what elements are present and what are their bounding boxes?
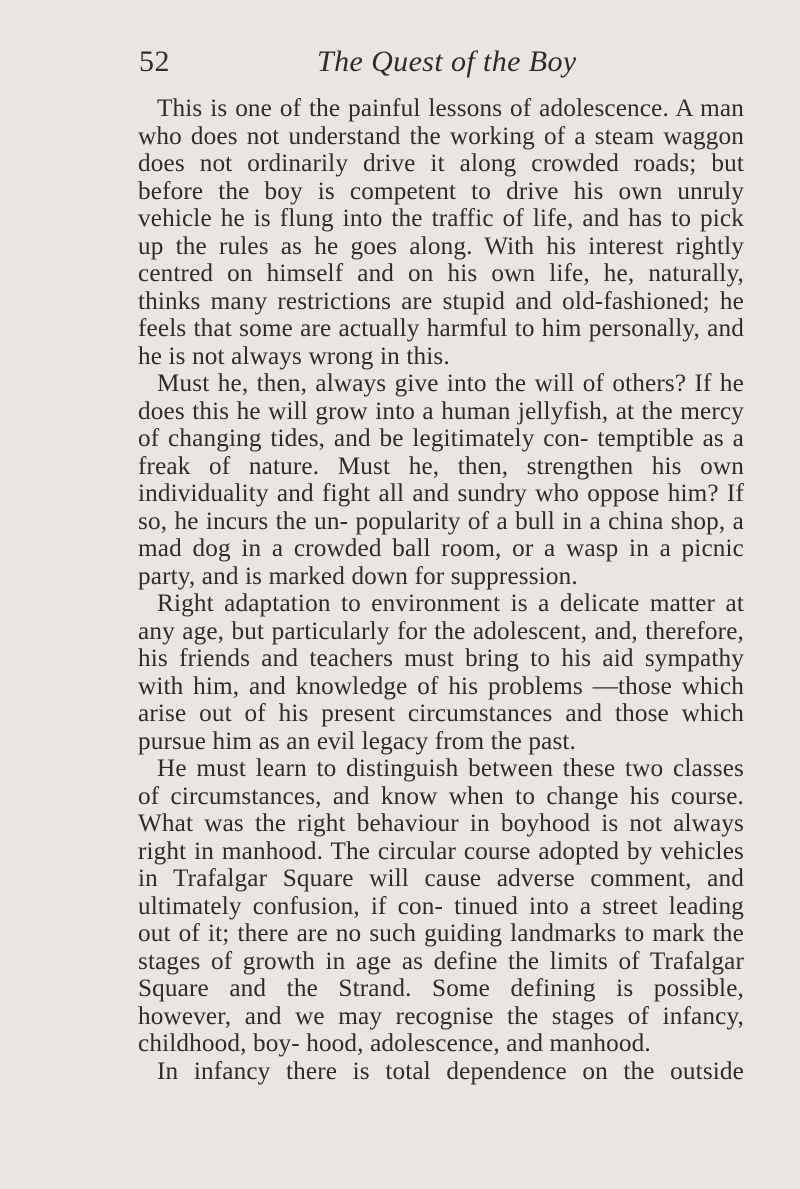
paragraph: Must he, then, always give into the will of others? If he does this he will grow into a human jellyfish, at the mercy of changing tides, and be legitimately con- temptible as a freak of nature. Must he, then, strengthen his own individuality and fight all and sundry who oppose him? If so, he incurs the un- popularity of a bull in a china shop, a mad dog in a crowded ball room, or a wasp in a picnic party, and is marked down for suppression. — [138, 370, 744, 590]
page-header — [139, 42, 743, 86]
body-text — [138, 95, 744, 1085]
paragraph: This is one of the painful lessons of adolescence. A man who does not understand the working of a steam waggon does not ordinarily drive it along crowded roads; but before the boy is competent to drive his own unruly vehicle he is flung into the traffic of life, and has to pick up the rules as he goes along. With his interest rightly centred on himself and on his own life, he, naturally, thinks many restrictions are stupid and old-fashioned; he feels that some are actually harmful to him personally, and he is not always wrong in this. — [138, 95, 744, 370]
running-title: The Quest of the Boy — [317, 45, 577, 78]
paragraph: Right adaptation to environment is a delicate matter at any age, but particularly for the adolescent, and, therefore, his friends and teachers must bring to his aid sympathy with him, and knowledge of his problems —those which arise out of his present circumstances and those which pursue him as an evil legacy from the past. — [138, 590, 744, 755]
paragraph: He must learn to distinguish between these two classes of circumstances, and know when to change his course. What was the right behaviour in boyhood is not always right in manhood. The circular course adopted by vehicles in Trafalgar Square will cause adverse comment, and ultimately confusion, if con- tinued into a street leading out of it; there are no such guiding landmarks to mark the stages of growth in age as define the limits of Trafalgar Square and the Strand. Some defining is possible, however, and we may recognise the stages of infancy, childhood, boy- hood, adolescence, and manhood. — [138, 755, 744, 1057]
page-number: 52 — [139, 45, 170, 78]
paragraph: In infancy there is total dependence on the outside — [157, 1057, 744, 1085]
